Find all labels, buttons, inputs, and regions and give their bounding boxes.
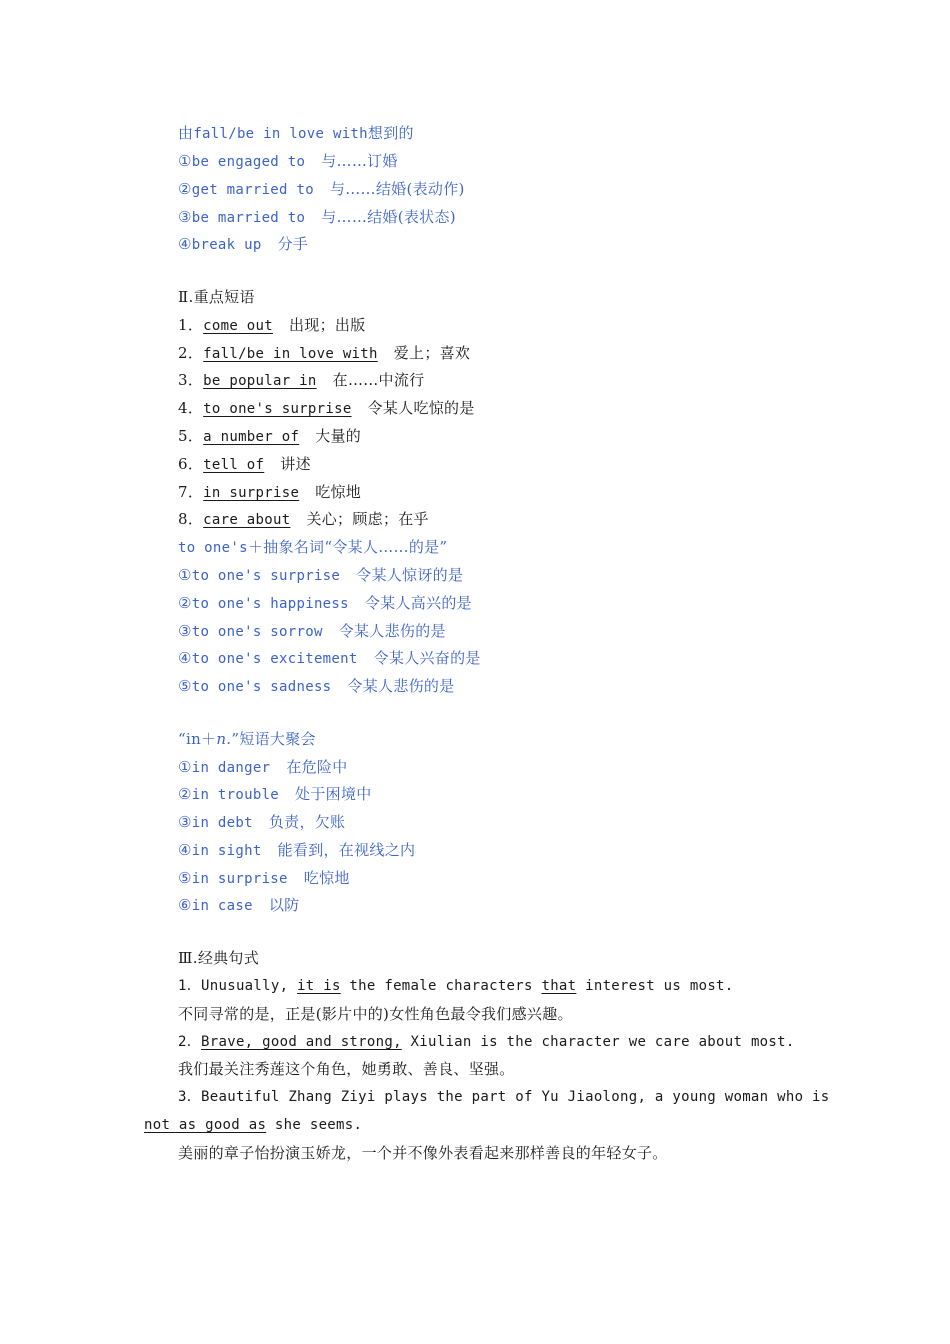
list-item: [178, 151, 398, 172]
section-title: Ⅱ.重点短语: [178, 288, 255, 306]
phrase-english: care about: [203, 512, 291, 528]
item-number: ⑥: [178, 896, 192, 914]
list-item: [178, 868, 350, 889]
to-ones-heading-en: to one's: [178, 540, 248, 556]
list-item: [178, 593, 472, 614]
list-item: [178, 648, 481, 669]
sentence-underlined: it is: [297, 978, 341, 994]
phrase-chinese: 大量的: [315, 427, 362, 445]
phrase-row: [178, 426, 361, 447]
in-n-heading: [178, 729, 316, 749]
item-english: to one's surprise: [191, 568, 341, 584]
item-english: in danger: [191, 760, 271, 776]
phrase-chinese: 在……中流行: [332, 371, 425, 389]
item-english: in debt: [191, 815, 253, 831]
item-number: ①: [178, 152, 192, 170]
phrase-row: [178, 370, 424, 391]
list-item: [178, 895, 299, 916]
sentence-part: the female characters: [340, 978, 542, 994]
phrase-chinese: 讲述: [280, 455, 311, 473]
sentence-part: interest us most.: [576, 978, 734, 994]
to-ones-heading: [178, 537, 447, 558]
love-heading-post: 想到的: [367, 124, 414, 142]
sentence-part: Xiulian is the character we care about most.: [401, 1034, 795, 1050]
phrase-number: 6．: [178, 455, 204, 473]
sentence-underlined: not as good as: [144, 1117, 267, 1133]
sentence-3-line2: [144, 1115, 362, 1135]
item-number: ⑤: [178, 677, 192, 695]
phrase-number: 3．: [178, 371, 204, 389]
item-english: to one's sorrow: [191, 624, 323, 640]
phrase-english: a number of: [203, 429, 300, 445]
item-chinese: 令某人悲伤的是: [338, 622, 446, 640]
item-chinese: 吃惊地: [303, 869, 350, 887]
phrase-number: 7．: [178, 483, 204, 501]
list-item: [178, 207, 456, 228]
sentence-part: 2．: [178, 1034, 202, 1050]
item-number: ④: [178, 649, 192, 667]
phrase-english: come out: [203, 318, 273, 334]
item-chinese: 在危险中: [286, 758, 348, 776]
item-chinese: 以防: [268, 896, 300, 914]
sentence-3-line1: 3．Beautiful Zhang Ziyi plays the part of Yu Jiaolong, a young woman who is: [178, 1089, 830, 1105]
item-chinese: 与……结婚(表状态): [321, 208, 456, 226]
item-number: ③: [178, 208, 192, 226]
section-title: Ⅲ.经典句式: [178, 949, 260, 967]
phrase-english: be popular in: [203, 373, 317, 389]
phrase-row: [178, 454, 311, 475]
item-chinese: 令某人高兴的是: [364, 594, 472, 612]
list-item: [178, 565, 463, 586]
love-heading: [178, 123, 414, 144]
phrase-number: 4．: [178, 399, 204, 417]
in-n-heading-n: n.: [216, 730, 232, 748]
list-item: [178, 757, 348, 778]
phrase-chinese: 爱上；喜欢: [393, 344, 471, 362]
sentence-3-translation: 美丽的章子怡扮演玉娇龙，一个并不像外表看起来那样善良的年轻女子。: [178, 1144, 668, 1162]
item-english: in trouble: [191, 787, 280, 803]
phrase-chinese: 令某人吃惊的是: [367, 399, 475, 417]
sentence-1-translation: 不同寻常的是，正是(影片中的)女性角色最令我们感兴趣。: [178, 1005, 573, 1023]
list-item: [178, 676, 455, 697]
item-number: ⑤: [178, 869, 192, 887]
item-english: be married to: [191, 210, 306, 226]
phrase-number: 5．: [178, 427, 204, 445]
sentence-part: she seems.: [266, 1117, 363, 1133]
sentence-2: [178, 1032, 795, 1052]
sentence-underlined: that: [541, 978, 577, 994]
phrase-chinese: 吃惊地: [315, 483, 362, 501]
list-item: [178, 179, 465, 200]
in-n-heading-open: “in＋: [178, 730, 217, 748]
in-n-heading-close: ”短语大聚会: [231, 730, 316, 748]
item-english: to one's excitement: [191, 651, 358, 667]
phrase-english: tell of: [203, 457, 265, 473]
phrase-number: 1．: [178, 316, 204, 334]
phrase-row: [178, 482, 361, 503]
phrase-row: [178, 343, 470, 364]
item-english: break up: [191, 237, 262, 253]
item-number: ④: [178, 235, 192, 253]
phrase-chinese: 出现；出版: [289, 316, 366, 334]
love-heading-pre: 由: [178, 124, 194, 142]
sentence-1: [178, 976, 734, 996]
phrase-number: 8．: [178, 510, 204, 528]
item-chinese: 能看到，在视线之内: [277, 841, 416, 859]
item-number: ①: [178, 758, 192, 776]
item-english: be engaged to: [191, 154, 306, 170]
phrase-english: fall/be in love with: [203, 346, 378, 362]
item-chinese: 分手: [277, 235, 309, 253]
sentence-2-translation: 我们最关注秀莲这个角色，她勇敢、善良、坚强。: [178, 1060, 515, 1078]
phrase-english: in surprise: [203, 485, 300, 501]
phrase-number: 2．: [178, 344, 204, 362]
item-number: ③: [178, 622, 192, 640]
list-item: [178, 621, 446, 642]
phrase-row: [178, 315, 366, 336]
item-number: ②: [178, 594, 192, 612]
list-item: [178, 840, 415, 861]
item-chinese: 处于困境中: [295, 785, 372, 803]
to-ones-heading-cn: ＋抽象名词“令某人……的是”: [247, 538, 448, 556]
sentence-part: 1．Unusually,: [178, 978, 298, 994]
item-english: to one's sadness: [191, 679, 332, 695]
item-number: ①: [178, 566, 192, 584]
sentence-underlined: Brave, good and strong,: [201, 1034, 402, 1050]
item-number: ②: [178, 785, 192, 803]
phrase-chinese: 关心；顾虑；在乎: [306, 510, 429, 528]
phrase-row: [178, 509, 429, 530]
phrase-row: [178, 398, 475, 419]
item-chinese: 令某人兴奋的是: [373, 649, 481, 667]
item-english: to one's happiness: [191, 596, 349, 612]
item-number: ②: [178, 180, 192, 198]
item-chinese: 令某人惊讶的是: [356, 566, 464, 584]
item-english: get married to: [191, 182, 314, 198]
phrase-english: to one's surprise: [203, 401, 352, 417]
list-item: [178, 234, 308, 255]
item-number: ④: [178, 841, 192, 859]
item-english: in case: [191, 898, 253, 914]
item-chinese: 令某人悲伤的是: [347, 677, 455, 695]
item-chinese: 与……订婚: [321, 152, 398, 170]
item-chinese: 与……结婚(表动作): [329, 180, 465, 198]
item-english: in surprise: [191, 871, 288, 887]
item-number: ③: [178, 813, 192, 831]
item-english: in sight: [191, 843, 262, 859]
love-heading-phrase: fall/be in love with: [193, 126, 368, 142]
list-item: [178, 784, 372, 805]
list-item: [178, 812, 345, 833]
item-chinese: 负责，欠账: [268, 813, 346, 831]
